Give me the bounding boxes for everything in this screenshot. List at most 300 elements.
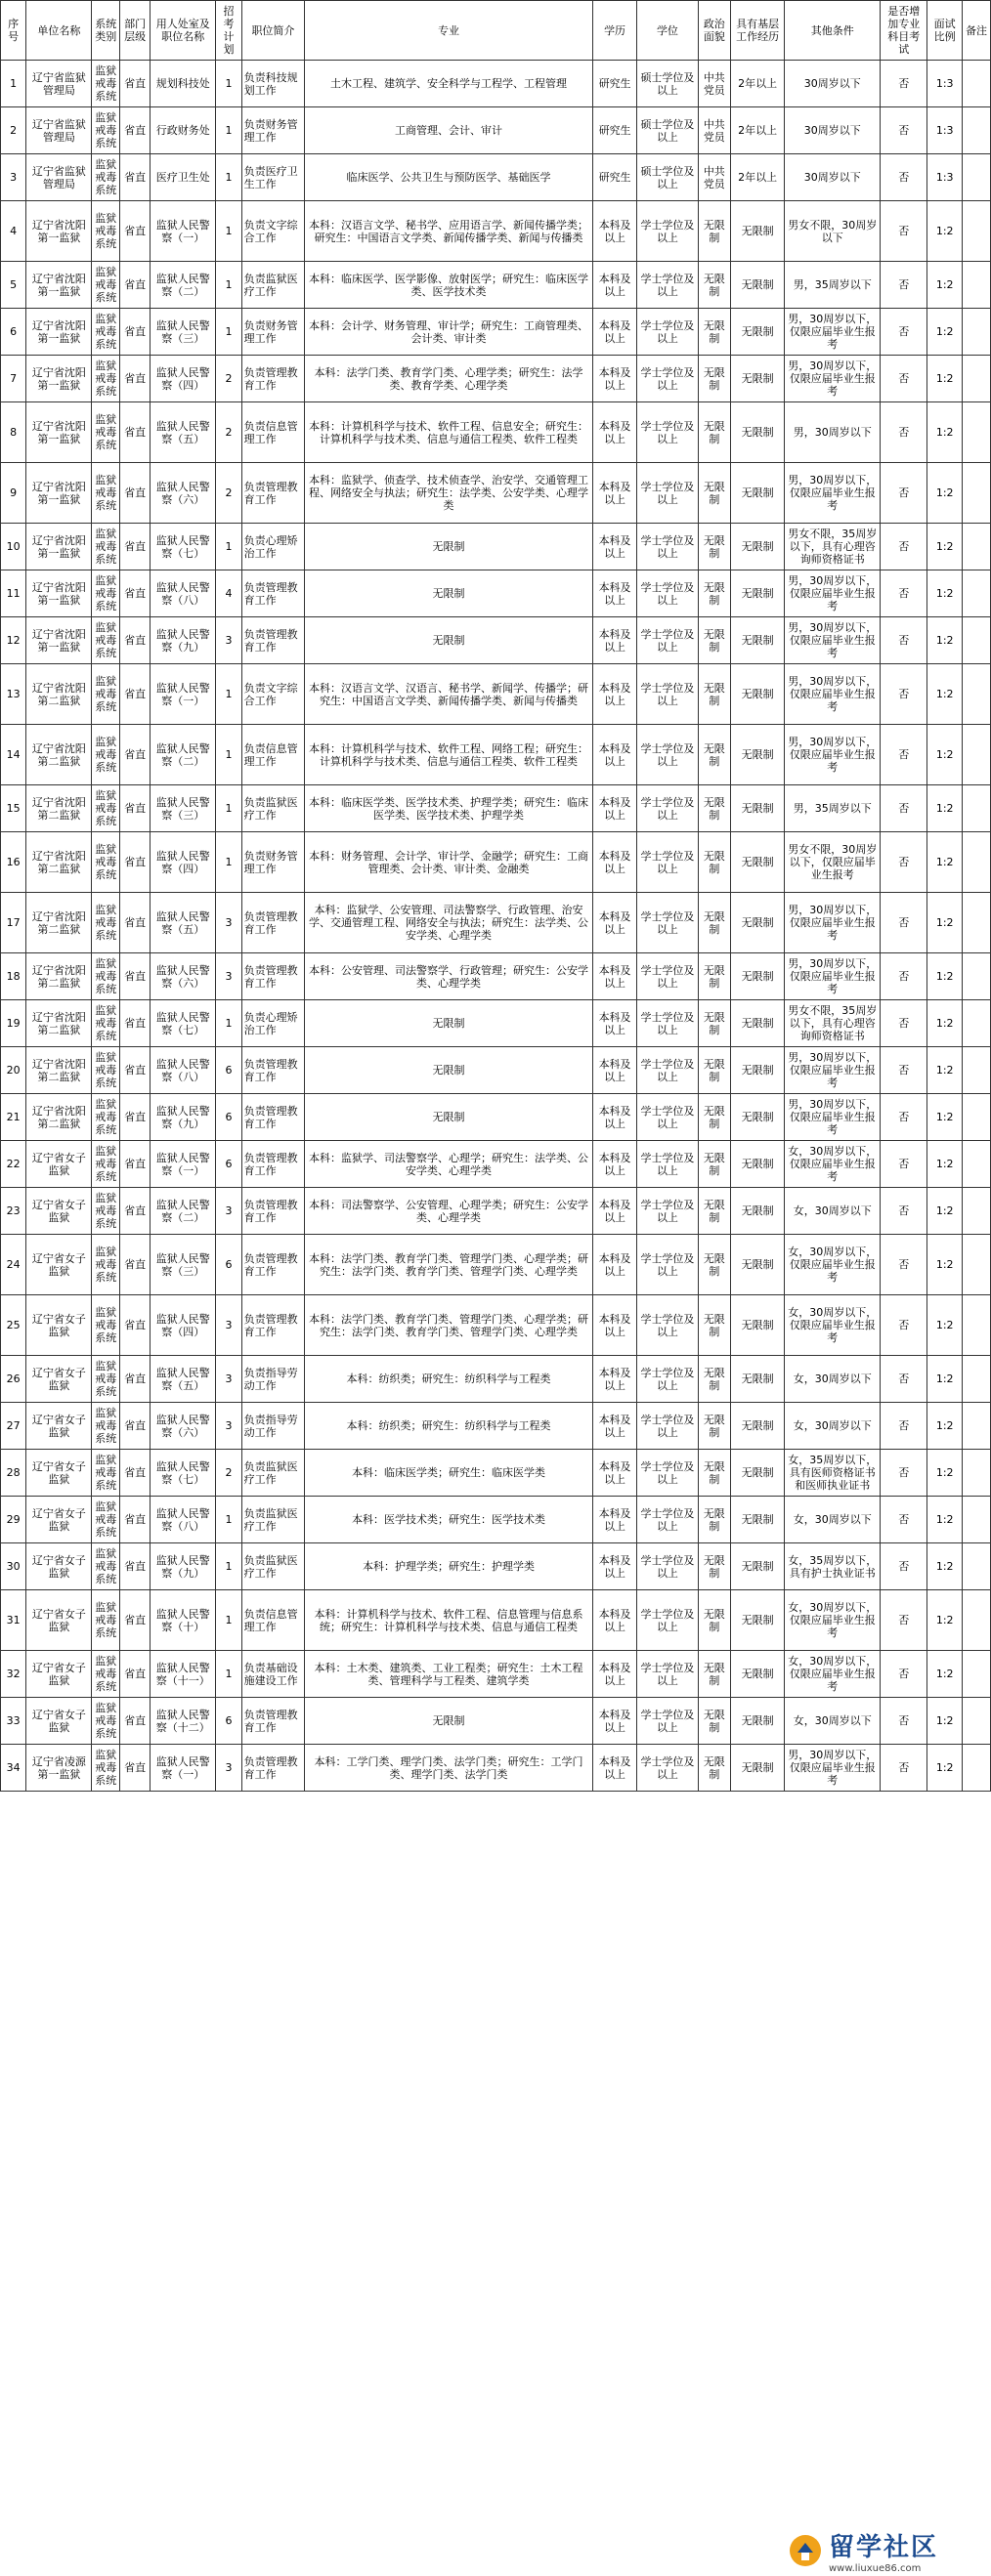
cell-col-other: 30周岁以下 bbox=[785, 107, 881, 154]
header-col-duty: 职位简介 bbox=[241, 1, 305, 61]
cell-col-system: 监狱戒毒系统 bbox=[92, 463, 120, 524]
cell-col-major: 本科：法学门类、教育学门类、管理学门类、心理学类；研究生：法学门类、教育学门类、管理学门类、心理学类 bbox=[305, 1235, 593, 1295]
cell-col-degree: 学士学位及以上 bbox=[637, 1235, 698, 1295]
watermark-name: 留学社区 bbox=[829, 2533, 939, 2562]
cell-col-major: 无限制 bbox=[305, 1000, 593, 1047]
table-row bbox=[1, 1094, 991, 1141]
cell-col-interview-ratio: 1:3 bbox=[927, 107, 963, 154]
cell-col-other: 男，30周岁以下，仅限应届毕业生报考 bbox=[785, 356, 881, 402]
cell-col-education: 本科及以上 bbox=[592, 1497, 637, 1543]
table-row bbox=[1, 309, 991, 356]
cell-col-major: 本科：汉语言文学、汉语言、秘书学、新闻学、传播学；研究生：中国语言文学类、新闻传播学类、新闻与传播类 bbox=[305, 664, 593, 725]
cell-col-position: 监狱人民警察（六） bbox=[151, 953, 216, 1000]
cell-col-duty: 负责心理矫治工作 bbox=[241, 1000, 305, 1047]
cell-col-other: 女，30周岁以下 bbox=[785, 1403, 881, 1450]
cell-col-remark bbox=[963, 1000, 991, 1047]
cell-col-interview-ratio: 1:2 bbox=[927, 1000, 963, 1047]
cell-col-other: 男，35周岁以下 bbox=[785, 785, 881, 832]
cell-col-seq: 3 bbox=[1, 154, 26, 201]
cell-col-plan: 6 bbox=[216, 1094, 241, 1141]
cell-col-major: 工商管理、会计、审计 bbox=[305, 107, 593, 154]
table-row bbox=[1, 617, 991, 664]
cell-col-major: 本科：监狱学、公安管理、司法警察学、行政管理、治安学、交通管理工程、网络安全与执法；研究生：法学类、公安学类、心理学类 bbox=[305, 893, 593, 953]
cell-col-major: 土木工程、建筑学、安全科学与工程学、工程管理 bbox=[305, 61, 593, 107]
cell-col-level: 省直 bbox=[120, 61, 151, 107]
cell-col-position: 监狱人民警察（十） bbox=[151, 1590, 216, 1651]
cell-col-level: 省直 bbox=[120, 664, 151, 725]
cell-col-remark bbox=[963, 309, 991, 356]
cell-col-system: 监狱戒毒系统 bbox=[92, 953, 120, 1000]
table-header-row bbox=[1, 1, 991, 61]
cell-col-interview-ratio: 1:2 bbox=[927, 1543, 963, 1590]
cell-col-interview-ratio: 1:3 bbox=[927, 154, 963, 201]
cell-col-education: 本科及以上 bbox=[592, 725, 637, 785]
cell-col-system: 监狱戒毒系统 bbox=[92, 309, 120, 356]
table-row bbox=[1, 1651, 991, 1698]
cell-col-other: 男，30周岁以下，仅限应届毕业生报考 bbox=[785, 1094, 881, 1141]
cell-col-system: 监狱戒毒系统 bbox=[92, 1295, 120, 1356]
cell-col-unit: 辽宁省沈阳第二监狱 bbox=[26, 725, 92, 785]
cell-col-interview-ratio: 1:2 bbox=[927, 1497, 963, 1543]
cell-col-level: 省直 bbox=[120, 1745, 151, 1792]
cell-col-plan: 1 bbox=[216, 725, 241, 785]
cell-col-seq: 5 bbox=[1, 262, 26, 309]
header-col-plan: 招考计划 bbox=[216, 1, 241, 61]
cell-col-unit: 辽宁省沈阳第一监狱 bbox=[26, 262, 92, 309]
cell-col-unit: 辽宁省沈阳第一监狱 bbox=[26, 201, 92, 262]
cell-col-plan: 3 bbox=[216, 893, 241, 953]
cell-col-duty: 负责管理教育工作 bbox=[241, 893, 305, 953]
cell-col-degree: 学士学位及以上 bbox=[637, 1403, 698, 1450]
cell-col-plan: 2 bbox=[216, 463, 241, 524]
cell-col-seq: 12 bbox=[1, 617, 26, 664]
cell-col-seq: 6 bbox=[1, 309, 26, 356]
cell-col-level: 省直 bbox=[120, 1651, 151, 1698]
cell-col-plan: 6 bbox=[216, 1698, 241, 1745]
cell-col-political: 无限制 bbox=[698, 1356, 731, 1403]
cell-col-plan: 6 bbox=[216, 1047, 241, 1094]
cell-col-interview-ratio: 1:2 bbox=[927, 664, 963, 725]
cell-col-level: 省直 bbox=[120, 1450, 151, 1497]
cell-col-system: 监狱戒毒系统 bbox=[92, 617, 120, 664]
cell-col-seq: 7 bbox=[1, 356, 26, 402]
cell-col-interview-ratio: 1:3 bbox=[927, 61, 963, 107]
cell-col-experience: 2年以上 bbox=[731, 107, 785, 154]
cell-col-other: 男，35周岁以下 bbox=[785, 262, 881, 309]
cell-col-seq: 1 bbox=[1, 61, 26, 107]
cell-col-unit: 辽宁省女子监狱 bbox=[26, 1403, 92, 1450]
cell-col-seq: 9 bbox=[1, 463, 26, 524]
cell-col-degree: 学士学位及以上 bbox=[637, 1188, 698, 1235]
table-row bbox=[1, 1047, 991, 1094]
cell-col-other: 男，30周岁以下，仅限应届毕业生报考 bbox=[785, 1047, 881, 1094]
cell-col-degree: 学士学位及以上 bbox=[637, 1590, 698, 1651]
cell-col-education: 本科及以上 bbox=[592, 1590, 637, 1651]
cell-col-duty: 负责管理教育工作 bbox=[241, 1188, 305, 1235]
cell-col-education: 本科及以上 bbox=[592, 463, 637, 524]
cell-col-system: 监狱戒毒系统 bbox=[92, 785, 120, 832]
cell-col-political: 无限制 bbox=[698, 1295, 731, 1356]
cell-col-political: 无限制 bbox=[698, 309, 731, 356]
cell-col-political: 无限制 bbox=[698, 1497, 731, 1543]
cell-col-other: 女，30周岁以下 bbox=[785, 1188, 881, 1235]
cell-col-level: 省直 bbox=[120, 1000, 151, 1047]
table-row bbox=[1, 832, 991, 893]
cell-col-major: 本科：工学门类、理学门类、法学门类；研究生：工学门类、理学门类、法学门类 bbox=[305, 1745, 593, 1792]
cell-col-position: 规划科技处 bbox=[151, 61, 216, 107]
cell-col-experience: 无限制 bbox=[731, 570, 785, 617]
cell-col-experience: 无限制 bbox=[731, 309, 785, 356]
cell-col-plan: 4 bbox=[216, 570, 241, 617]
cell-col-education: 本科及以上 bbox=[592, 1543, 637, 1590]
header-col-interview-ratio: 面试比例 bbox=[927, 1, 963, 61]
cell-col-level: 省直 bbox=[120, 570, 151, 617]
cell-col-extra-exam: 否 bbox=[881, 463, 927, 524]
cell-col-position: 监狱人民警察（八） bbox=[151, 570, 216, 617]
cell-col-remark bbox=[963, 1356, 991, 1403]
cell-col-political: 中共党员 bbox=[698, 107, 731, 154]
cell-col-seq: 31 bbox=[1, 1590, 26, 1651]
cell-col-other: 30周岁以下 bbox=[785, 154, 881, 201]
cell-col-experience: 无限制 bbox=[731, 524, 785, 570]
cell-col-extra-exam: 否 bbox=[881, 1295, 927, 1356]
cell-col-seq: 10 bbox=[1, 524, 26, 570]
cell-col-political: 无限制 bbox=[698, 1403, 731, 1450]
cell-col-degree: 学士学位及以上 bbox=[637, 262, 698, 309]
cell-col-other: 女，30周岁以下 bbox=[785, 1698, 881, 1745]
cell-col-plan: 2 bbox=[216, 356, 241, 402]
cell-col-extra-exam: 否 bbox=[881, 402, 927, 463]
cell-col-political: 无限制 bbox=[698, 463, 731, 524]
cell-col-other: 男，30周岁以下，仅限应届毕业生报考 bbox=[785, 463, 881, 524]
cell-col-seq: 19 bbox=[1, 1000, 26, 1047]
cell-col-unit: 辽宁省女子监狱 bbox=[26, 1356, 92, 1403]
cell-col-unit: 辽宁省女子监狱 bbox=[26, 1590, 92, 1651]
cell-col-education: 本科及以上 bbox=[592, 1745, 637, 1792]
cell-col-duty: 负责信息管理工作 bbox=[241, 1590, 305, 1651]
cell-col-system: 监狱戒毒系统 bbox=[92, 1047, 120, 1094]
cell-col-duty: 负责管理教育工作 bbox=[241, 1047, 305, 1094]
cell-col-position: 监狱人民警察（八） bbox=[151, 1497, 216, 1543]
cell-col-unit: 辽宁省女子监狱 bbox=[26, 1497, 92, 1543]
cell-col-position: 监狱人民警察（二） bbox=[151, 725, 216, 785]
cell-col-position: 监狱人民警察（一） bbox=[151, 664, 216, 725]
cell-col-interview-ratio: 1:2 bbox=[927, 1235, 963, 1295]
cell-col-education: 本科及以上 bbox=[592, 953, 637, 1000]
cell-col-system: 监狱戒毒系统 bbox=[92, 1698, 120, 1745]
cell-col-unit: 辽宁省女子监狱 bbox=[26, 1698, 92, 1745]
header-col-political: 政治面貌 bbox=[698, 1, 731, 61]
cell-col-education: 本科及以上 bbox=[592, 664, 637, 725]
cell-col-remark bbox=[963, 201, 991, 262]
cell-col-degree: 学士学位及以上 bbox=[637, 1000, 698, 1047]
cell-col-plan: 3 bbox=[216, 1403, 241, 1450]
cell-col-major: 无限制 bbox=[305, 1698, 593, 1745]
table-row bbox=[1, 61, 991, 107]
cell-col-education: 本科及以上 bbox=[592, 1450, 637, 1497]
table-row bbox=[1, 1745, 991, 1792]
cell-col-education: 本科及以上 bbox=[592, 1356, 637, 1403]
cell-col-seq: 26 bbox=[1, 1356, 26, 1403]
cell-col-unit: 辽宁省沈阳第二监狱 bbox=[26, 785, 92, 832]
header-col-education: 学历 bbox=[592, 1, 637, 61]
cell-col-duty: 负责监狱医疗工作 bbox=[241, 785, 305, 832]
cell-col-interview-ratio: 1:2 bbox=[927, 262, 963, 309]
cell-col-remark bbox=[963, 785, 991, 832]
cell-col-major: 本科：汉语言文学、秘书学、应用语言学、新闻传播学类；研究生：中国语言文学类、新闻传播学类、新闻与传播类 bbox=[305, 201, 593, 262]
cell-col-level: 省直 bbox=[120, 1188, 151, 1235]
cell-col-extra-exam: 否 bbox=[881, 725, 927, 785]
cell-col-extra-exam: 否 bbox=[881, 617, 927, 664]
cell-col-seq: 13 bbox=[1, 664, 26, 725]
cell-col-political: 无限制 bbox=[698, 1543, 731, 1590]
cell-col-experience: 无限制 bbox=[731, 262, 785, 309]
cell-col-extra-exam: 否 bbox=[881, 107, 927, 154]
cell-col-seq: 32 bbox=[1, 1651, 26, 1698]
cell-col-extra-exam: 否 bbox=[881, 1235, 927, 1295]
cell-col-other: 男女不限，35周岁以下，具有心理咨询师资格证书 bbox=[785, 524, 881, 570]
cell-col-major: 本科：计算机科学与技术、软件工程、网络工程；研究生：计算机科学与技术类、信息与通信工程类、软件工程类 bbox=[305, 725, 593, 785]
cell-col-level: 省直 bbox=[120, 893, 151, 953]
cell-col-major: 无限制 bbox=[305, 1094, 593, 1141]
cell-col-other: 女，30周岁以下，仅限应届毕业生报考 bbox=[785, 1235, 881, 1295]
cell-col-seq: 27 bbox=[1, 1403, 26, 1450]
cell-col-education: 研究生 bbox=[592, 154, 637, 201]
cell-col-political: 无限制 bbox=[698, 524, 731, 570]
cell-col-extra-exam: 否 bbox=[881, 570, 927, 617]
cell-col-extra-exam: 否 bbox=[881, 1497, 927, 1543]
table-row bbox=[1, 1356, 991, 1403]
cell-col-interview-ratio: 1:2 bbox=[927, 1047, 963, 1094]
table-row bbox=[1, 402, 991, 463]
table-row bbox=[1, 1141, 991, 1188]
cell-col-education: 本科及以上 bbox=[592, 1651, 637, 1698]
cell-col-other: 男，30周岁以下，仅限应届毕业生报考 bbox=[785, 953, 881, 1000]
cell-col-interview-ratio: 1:2 bbox=[927, 1590, 963, 1651]
cell-col-seq: 21 bbox=[1, 1094, 26, 1141]
cell-col-experience: 2年以上 bbox=[731, 154, 785, 201]
cell-col-position: 监狱人民警察（七） bbox=[151, 1000, 216, 1047]
cell-col-position: 监狱人民警察（三） bbox=[151, 1235, 216, 1295]
cell-col-degree: 学士学位及以上 bbox=[637, 1047, 698, 1094]
cell-col-education: 本科及以上 bbox=[592, 402, 637, 463]
cell-col-education: 本科及以上 bbox=[592, 1188, 637, 1235]
cell-col-degree: 学士学位及以上 bbox=[637, 1356, 698, 1403]
cell-col-system: 监狱戒毒系统 bbox=[92, 1235, 120, 1295]
cell-col-other: 男，30周岁以下，仅限应届毕业生报考 bbox=[785, 309, 881, 356]
cell-col-education: 本科及以上 bbox=[592, 262, 637, 309]
cell-col-unit: 辽宁省沈阳第二监狱 bbox=[26, 953, 92, 1000]
cell-col-experience: 无限制 bbox=[731, 1235, 785, 1295]
cell-col-political: 无限制 bbox=[698, 1698, 731, 1745]
cell-col-major: 本科：护理学类；研究生：护理学类 bbox=[305, 1543, 593, 1590]
cell-col-system: 监狱戒毒系统 bbox=[92, 201, 120, 262]
cell-col-degree: 学士学位及以上 bbox=[637, 356, 698, 402]
cell-col-system: 监狱戒毒系统 bbox=[92, 1450, 120, 1497]
cell-col-seq: 33 bbox=[1, 1698, 26, 1745]
cell-col-position: 监狱人民警察（四） bbox=[151, 832, 216, 893]
cell-col-degree: 硕士学位及以上 bbox=[637, 61, 698, 107]
cell-col-degree: 学士学位及以上 bbox=[637, 201, 698, 262]
cell-col-seq: 29 bbox=[1, 1497, 26, 1543]
cell-col-extra-exam: 否 bbox=[881, 664, 927, 725]
cell-col-position: 监狱人民警察（一） bbox=[151, 1141, 216, 1188]
cell-col-level: 省直 bbox=[120, 402, 151, 463]
cell-col-position: 监狱人民警察（四） bbox=[151, 356, 216, 402]
cell-col-position: 监狱人民警察（一） bbox=[151, 1745, 216, 1792]
cell-col-other: 女，35周岁以下，具有护士执业证书 bbox=[785, 1543, 881, 1590]
cell-col-education: 本科及以上 bbox=[592, 524, 637, 570]
cell-col-major: 本科：法学门类、教育学门类、管理学门类、心理学类；研究生：法学门类、教育学门类、管理学门类、心理学类 bbox=[305, 1295, 593, 1356]
cell-col-position: 监狱人民警察（四） bbox=[151, 1295, 216, 1356]
cell-col-seq: 25 bbox=[1, 1295, 26, 1356]
table-row bbox=[1, 1188, 991, 1235]
cell-col-position: 监狱人民警察（六） bbox=[151, 463, 216, 524]
cell-col-experience: 无限制 bbox=[731, 725, 785, 785]
cell-col-experience: 无限制 bbox=[731, 664, 785, 725]
cell-col-interview-ratio: 1:2 bbox=[927, 725, 963, 785]
cell-col-extra-exam: 否 bbox=[881, 1651, 927, 1698]
site-logo-icon bbox=[788, 2533, 823, 2568]
cell-col-unit: 辽宁省沈阳第一监狱 bbox=[26, 463, 92, 524]
cell-col-political: 无限制 bbox=[698, 832, 731, 893]
cell-col-position: 监狱人民警察（三） bbox=[151, 785, 216, 832]
cell-col-unit: 辽宁省沈阳第二监狱 bbox=[26, 664, 92, 725]
header-col-system: 系统类别 bbox=[92, 1, 120, 61]
cell-col-duty: 负责文字综合工作 bbox=[241, 201, 305, 262]
table-row bbox=[1, 154, 991, 201]
cell-col-education: 本科及以上 bbox=[592, 1000, 637, 1047]
cell-col-interview-ratio: 1:2 bbox=[927, 893, 963, 953]
cell-col-duty: 负责管理教育工作 bbox=[241, 1141, 305, 1188]
cell-col-level: 省直 bbox=[120, 1141, 151, 1188]
cell-col-position: 监狱人民警察（五） bbox=[151, 402, 216, 463]
cell-col-duty: 负责文字综合工作 bbox=[241, 664, 305, 725]
cell-col-duty: 负责监狱医疗工作 bbox=[241, 1543, 305, 1590]
cell-col-interview-ratio: 1:2 bbox=[927, 1745, 963, 1792]
cell-col-interview-ratio: 1:2 bbox=[927, 832, 963, 893]
cell-col-duty: 负责管理教育工作 bbox=[241, 617, 305, 664]
cell-col-system: 监狱戒毒系统 bbox=[92, 725, 120, 785]
cell-col-seq: 23 bbox=[1, 1188, 26, 1235]
cell-col-seq: 28 bbox=[1, 1450, 26, 1497]
cell-col-duty: 负责指导劳动工作 bbox=[241, 1403, 305, 1450]
cell-col-interview-ratio: 1:2 bbox=[927, 1141, 963, 1188]
cell-col-level: 省直 bbox=[120, 262, 151, 309]
table-row bbox=[1, 785, 991, 832]
cell-col-unit: 辽宁省女子监狱 bbox=[26, 1651, 92, 1698]
cell-col-degree: 学士学位及以上 bbox=[637, 1094, 698, 1141]
cell-col-degree: 学士学位及以上 bbox=[637, 1543, 698, 1590]
cell-col-plan: 3 bbox=[216, 1188, 241, 1235]
cell-col-plan: 1 bbox=[216, 154, 241, 201]
cell-col-system: 监狱戒毒系统 bbox=[92, 356, 120, 402]
cell-col-political: 中共党员 bbox=[698, 154, 731, 201]
cell-col-degree: 学士学位及以上 bbox=[637, 1450, 698, 1497]
cell-col-political: 中共党员 bbox=[698, 61, 731, 107]
cell-col-political: 无限制 bbox=[698, 1590, 731, 1651]
cell-col-experience: 无限制 bbox=[731, 1590, 785, 1651]
cell-col-remark bbox=[963, 664, 991, 725]
cell-col-unit: 辽宁省沈阳第一监狱 bbox=[26, 356, 92, 402]
cell-col-interview-ratio: 1:2 bbox=[927, 1651, 963, 1698]
cell-col-extra-exam: 否 bbox=[881, 1188, 927, 1235]
cell-col-extra-exam: 否 bbox=[881, 832, 927, 893]
table-row bbox=[1, 1000, 991, 1047]
cell-col-level: 省直 bbox=[120, 356, 151, 402]
cell-col-plan: 2 bbox=[216, 402, 241, 463]
table-row bbox=[1, 524, 991, 570]
cell-col-extra-exam: 否 bbox=[881, 1745, 927, 1792]
cell-col-experience: 无限制 bbox=[731, 1543, 785, 1590]
cell-col-experience: 无限制 bbox=[731, 463, 785, 524]
cell-col-interview-ratio: 1:2 bbox=[927, 402, 963, 463]
cell-col-remark bbox=[963, 1188, 991, 1235]
cell-col-seq: 34 bbox=[1, 1745, 26, 1792]
cell-col-extra-exam: 否 bbox=[881, 1141, 927, 1188]
cell-col-education: 本科及以上 bbox=[592, 893, 637, 953]
cell-col-level: 省直 bbox=[120, 1295, 151, 1356]
cell-col-experience: 无限制 bbox=[731, 1698, 785, 1745]
cell-col-extra-exam: 否 bbox=[881, 356, 927, 402]
cell-col-political: 无限制 bbox=[698, 664, 731, 725]
cell-col-level: 省直 bbox=[120, 953, 151, 1000]
cell-col-remark bbox=[963, 1497, 991, 1543]
cell-col-remark bbox=[963, 402, 991, 463]
cell-col-level: 省直 bbox=[120, 1235, 151, 1295]
cell-col-remark bbox=[963, 107, 991, 154]
cell-col-system: 监狱戒毒系统 bbox=[92, 1356, 120, 1403]
cell-col-level: 省直 bbox=[120, 1590, 151, 1651]
cell-col-experience: 无限制 bbox=[731, 201, 785, 262]
cell-col-education: 本科及以上 bbox=[592, 1403, 637, 1450]
cell-col-duty: 负责监狱医疗工作 bbox=[241, 1497, 305, 1543]
cell-col-remark bbox=[963, 1047, 991, 1094]
cell-col-level: 省直 bbox=[120, 1497, 151, 1543]
cell-col-system: 监狱戒毒系统 bbox=[92, 524, 120, 570]
cell-col-duty: 负责信息管理工作 bbox=[241, 402, 305, 463]
cell-col-major: 本科：临床医学类；研究生：临床医学类 bbox=[305, 1450, 593, 1497]
cell-col-degree: 学士学位及以上 bbox=[637, 1141, 698, 1188]
cell-col-seq: 22 bbox=[1, 1141, 26, 1188]
table-row bbox=[1, 1235, 991, 1295]
cell-col-level: 省直 bbox=[120, 107, 151, 154]
cell-col-position: 监狱人民警察（十一） bbox=[151, 1651, 216, 1698]
cell-col-interview-ratio: 1:2 bbox=[927, 309, 963, 356]
cell-col-unit: 辽宁省监狱管理局 bbox=[26, 107, 92, 154]
cell-col-position: 监狱人民警察（九） bbox=[151, 1094, 216, 1141]
cell-col-other: 男女不限，30周岁以下 bbox=[785, 201, 881, 262]
cell-col-political: 无限制 bbox=[698, 1188, 731, 1235]
cell-col-duty: 负责监狱医疗工作 bbox=[241, 1450, 305, 1497]
cell-col-major: 本科：监狱学、侦查学、技术侦查学、治安学、交通管理工程、网络安全与执法；研究生：法学类、公安学类、心理学类 bbox=[305, 463, 593, 524]
cell-col-degree: 学士学位及以上 bbox=[637, 402, 698, 463]
table-row bbox=[1, 201, 991, 262]
cell-col-major: 本科：计算机科学与技术、软件工程、信息安全；研究生：计算机科学与技术类、信息与通信工程类、软件工程类 bbox=[305, 402, 593, 463]
table-row bbox=[1, 1450, 991, 1497]
cell-col-extra-exam: 否 bbox=[881, 262, 927, 309]
cell-col-major: 本科：计算机科学与技术、软件工程、信息管理与信息系统；研究生：计算机科学与技术类、信息与通信工程类 bbox=[305, 1590, 593, 1651]
cell-col-extra-exam: 否 bbox=[881, 1543, 927, 1590]
cell-col-plan: 1 bbox=[216, 61, 241, 107]
cell-col-position: 监狱人民警察（六） bbox=[151, 1403, 216, 1450]
cell-col-seq: 17 bbox=[1, 893, 26, 953]
cell-col-political: 无限制 bbox=[698, 402, 731, 463]
cell-col-unit: 辽宁省沈阳第一监狱 bbox=[26, 402, 92, 463]
cell-col-level: 省直 bbox=[120, 1403, 151, 1450]
cell-col-experience: 无限制 bbox=[731, 617, 785, 664]
cell-col-unit: 辽宁省沈阳第二监狱 bbox=[26, 1047, 92, 1094]
